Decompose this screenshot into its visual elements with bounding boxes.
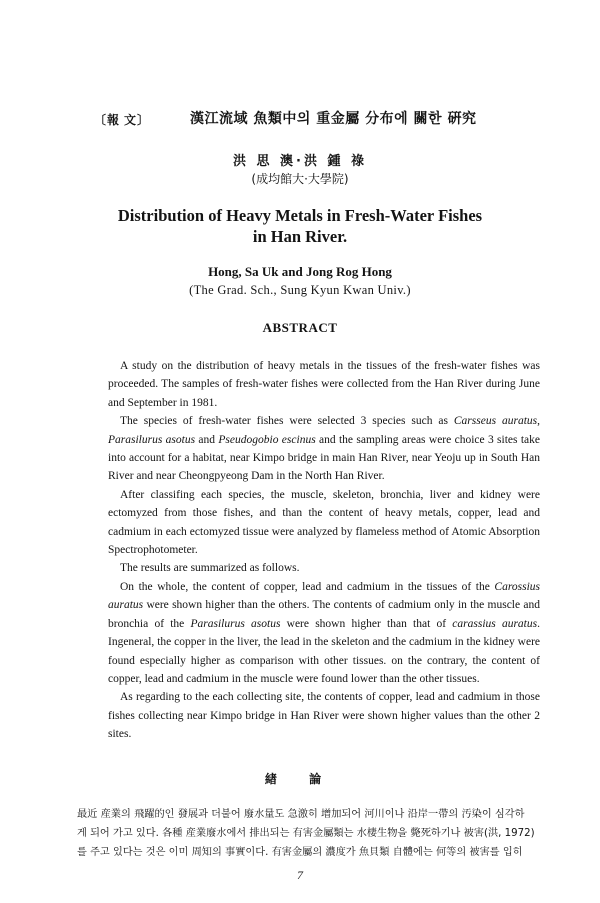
english-title-line-1: Distribution of Heavy Metals in Fresh-Water Fishes — [117, 206, 483, 225]
korean-title: 漢江流域 魚類中의 重金屬 分布에 關한 硏究 — [190, 111, 477, 127]
text-run: On the whole, the content of copper, lead and cadmium in the tissues of the — [120, 580, 495, 593]
article-category: 〔報 文〕 — [94, 113, 151, 127]
abstract-paragraph-5 — [108, 578, 540, 688]
english-title — [0, 205, 600, 247]
english-affiliation: (The Grad. Sch., Sung Kyun Kwan Univ.) — [189, 283, 411, 297]
text-run: were shown higher than that of — [280, 617, 453, 630]
abstract-paragraph-6: As regarding to the each collecting site, the contents of copper, lead and cadmium in those fishes collecting near Kimpo bridge in Han River were shown higher values than the other 2 sites. — [108, 691, 540, 741]
text-run: , — [537, 415, 540, 428]
english-title-line-2: in Han River. — [252, 227, 348, 246]
introduction-line-3: 를 주고 있다는 것은 이미 周知의 事實이다. 有害金屬의 濃度가 魚貝類 自體에는 何等의 被害를 입히 — [77, 847, 523, 858]
korean-authors: 洪 思 澳·洪 鍾 祿 — [232, 154, 368, 169]
abstract-paragraph-4: The results are summarized as follows. — [120, 562, 300, 575]
english-authors: Hong, Sa Uk and Jong Rog Hong — [208, 264, 392, 279]
text-run: were shown higher than the others. The contents of cadmium only in the muscle and bronchia of the — [108, 599, 540, 630]
species-name: Carossius auratus — [108, 580, 540, 612]
abstract-paragraph-2 — [108, 412, 540, 486]
abstract-heading: ABSTRACT — [262, 320, 338, 335]
species-name: Parasilurus asotus — [190, 617, 281, 630]
species-name: carassius auratus — [452, 617, 538, 630]
species-name: Carsseus auratus — [453, 415, 538, 428]
page-number: 7 — [297, 868, 303, 882]
species-name: Parasilurus asotus — [108, 433, 196, 446]
text-run: and the sampling areas were choice 3 sites take into account for a habitat, near Kimpo bridge in main Han River, near Yeoju up in South Han River and near Cheongpyeong Dam in the North Han River. — [108, 433, 541, 483]
text-run: . Ingeneral, the copper in the liver, the lead in the skeleton and the cadmium in the kidney were found especially higher as comparison with other tissues. on the contrary, the content of copper, lead and cadmium in the muscle were found lower than the other tissues. — [108, 617, 540, 685]
species-name: Pseudogobio escinus — [218, 433, 316, 446]
abstract-paragraph-1: A study on the distribution of heavy metals in the tissues of the fresh-water fishes was proceeded. The samples of fresh-water fishes were collected from the Han River during June and September in 1981. — [108, 360, 540, 409]
introduction-line-1: 最近 産業의 飛躍的인 發展과 더불어 廢水量도 急激히 增加되어 河川이나 沿岸一帶의 汚染이 심각하 — [77, 809, 525, 820]
abstract-paragraph-3: After classifing each species, the muscle, skeleton, bronchia, liver and kidney were ectomyzed from those fishes, and than the content of heavy metals, copper, lead and cadmium in each ectomyzed tissue were analyzed by flameless method of Atomic Absorption Spectrophotometer. — [108, 488, 540, 557]
text-run: and — [195, 433, 219, 446]
introduction-heading: 緖 論 — [264, 772, 336, 786]
introduction-line-2: 게 되어 가고 있다. 各種 産業廢水에서 排出되는 有害金屬類는 水棲生物을 斃死하기나 被害(洪, 1972) — [77, 828, 535, 839]
korean-affiliation: (成均館大·大學院) — [251, 172, 349, 186]
abstract-body — [108, 357, 540, 744]
text-run: The species of fresh-water fishes were selected 3 species such as — [120, 415, 454, 428]
introduction-body — [77, 805, 543, 862]
